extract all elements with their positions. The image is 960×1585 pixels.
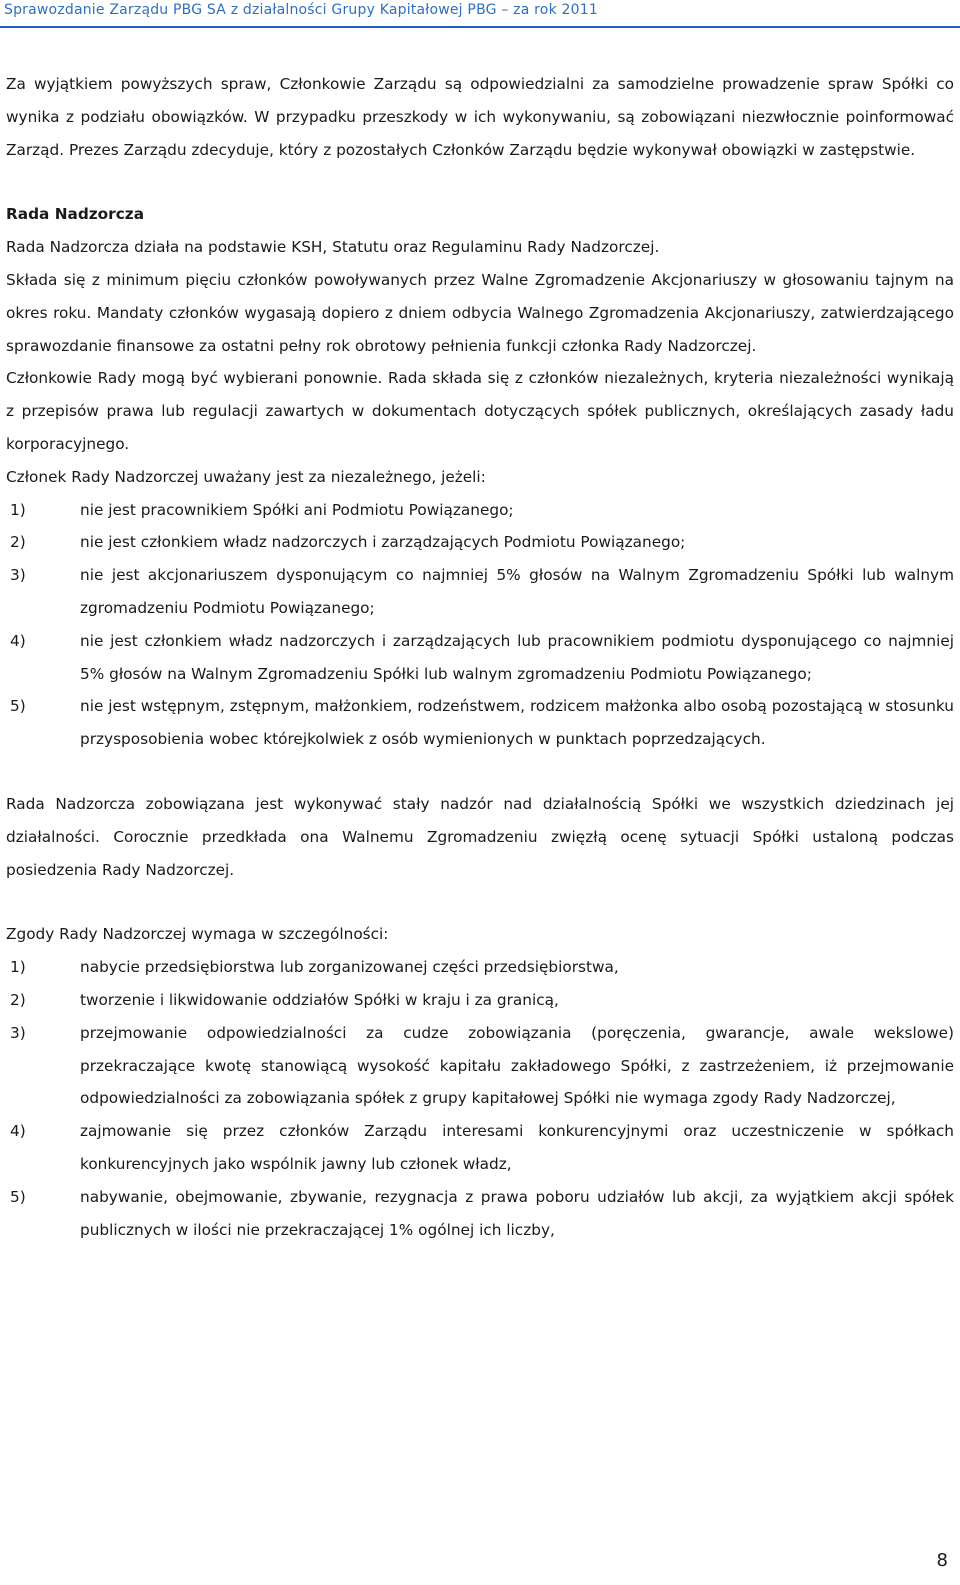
paragraph-reelection: Członkowie Rady mogą być wybierani ponownie. Rada składa się z członków niezależnych, kryteria niezależności wynikają z przepisów prawa lub regulacji zawartych w dokumentach dotyczących spółek publicznych, określających zasady ładu korporacyjnego. [6, 369, 954, 453]
page-number: 8 [936, 1550, 948, 1571]
paragraph-management-duties: Za wyjątkiem powyższych spraw, Członkowie Zarządu są odpowiedzialni za samodzielne prowadzenie spraw Spółki co wynika z podziału obowiązków. W przypadku przeszkody w ich wykonywaniu, są zobowiązani niezwłocznie poinformować Zarząd. Prezes Zarządu zdecyduje, który z pozostałych Członków Zarządu będzie wykonywał obowiązki w zastępstwie. [6, 75, 954, 159]
section-heading: Rada Nadzorcza [6, 205, 145, 224]
paragraph-independence-intro: Członek Rady Nadzorczej uważany jest za niezależnego, jeżeli: [6, 467, 486, 486]
list-item: 4) zajmowanie się przez członków Zarządu interesami konkurencyjnymi oraz uczestniczenie w spółkach konkurencyjnych jako wspólnik jawny lub członek władz, [10, 1122, 954, 1173]
document-body [6, 68, 954, 1246]
list-item: 1) nie jest pracownikiem Spółki ani Podmiotu Powiązanego; [10, 500, 514, 519]
spacer [6, 756, 954, 788]
list-item: 4) nie jest członkiem władz nadzorczych i zarządzających lub pracownikiem podmiotu dysponującego co najmniej 5% głosów na Walnym Zgromadzeniu Spółki lub walnym zgromadzeniu Podmiotu Powiązanego; [10, 631, 954, 683]
paragraph-supervision: Rada Nadzorcza zobowiązana jest wykonywać stały nadzór nad działalnością Spółki we wszystkich dziedzinach jej działalności. Corocznie przedkłada ona Walnemu Zgromadzeniu zwięzłą ocenę sytuacji Spółki ustaloną podczas posiedzenia Rady Nadzorczej. [6, 794, 954, 879]
list-item: 3) przejmowanie odpowiedzialności za cudze zobowiązania (poręczenia, gwarancje, awale wekslowe) przekraczające kwotę stanowiącą wysokość kapitału zakładowego Spółki, z zastrzeżeniem, iż przejmowanie odpowiedzialności za zobowiązania spółek z grupy kapitałowej Spółki nie wymaga zgody Rady Nadzorczej, [10, 1023, 954, 1108]
paragraph-composition: Składa się z minimum pięciu członków powoływanych przez Walne Zgromadzenie Akcjonariuszy w głosowaniu tajnym na okres roku. Mandaty członków wygasają dopiero z dniem odbycia Walnego Zgromadzenia Akcjonariuszy, zatwierdzającego sprawozdanie finansowe za ostatni pełny rok obrotowy pełnienia funkcji członka Rady Nadzorczej. [6, 270, 954, 355]
list-item: 2) nie jest członkiem władz nadzorczych i zarządzających Podmiotu Powiązanego; [10, 533, 686, 552]
list-item: 3) nie jest akcjonariuszem dysponującym co najmniej 5% głosów na Walnym Zgromadzeniu Spółki lub walnym zgromadzeniu Podmiotu Powiązanego; [10, 566, 954, 617]
list-item: 5) nabywanie, obejmowanie, zbywanie, rezygnacja z prawa poboru udziałów lub akcji, za wyjątkiem akcji spółek publicznych w ilości nie przekraczającej 1% ogólnej ich liczby, [10, 1187, 954, 1239]
independence-criteria-list [6, 494, 954, 756]
spacer [6, 166, 954, 198]
consent-requirements-list [6, 951, 954, 1246]
paragraph-legal-basis: Rada Nadzorcza działa na podstawie KSH, Statutu oraz Regulaminu Rady Nadzorczej. [6, 238, 660, 257]
list-item: 1) nabycie przedsiębiorstwa lub zorganizowanej części przedsiębiorstwa, [10, 958, 619, 977]
document-header-title: Sprawozdanie Zarządu PBG SA z działalności Grupy Kapitałowej PBG – za rok 2011 [4, 2, 598, 18]
spacer [6, 886, 954, 918]
paragraph-consent-intro: Zgody Rady Nadzorczej wymaga w szczególności: [6, 925, 389, 944]
list-item: 2) tworzenie i likwidowanie oddziałów Spółki w kraju i za granicą, [10, 990, 559, 1009]
list-item: 5) nie jest wstępnym, zstępnym, małżonkiem, rodzeństwem, rodzicem małżonka albo osobą pozostającą w stosunku przysposobienia wobec którejkolwiek z osób wymienionych w punktach poprzedzających. [10, 697, 954, 749]
header-divider [0, 26, 960, 28]
